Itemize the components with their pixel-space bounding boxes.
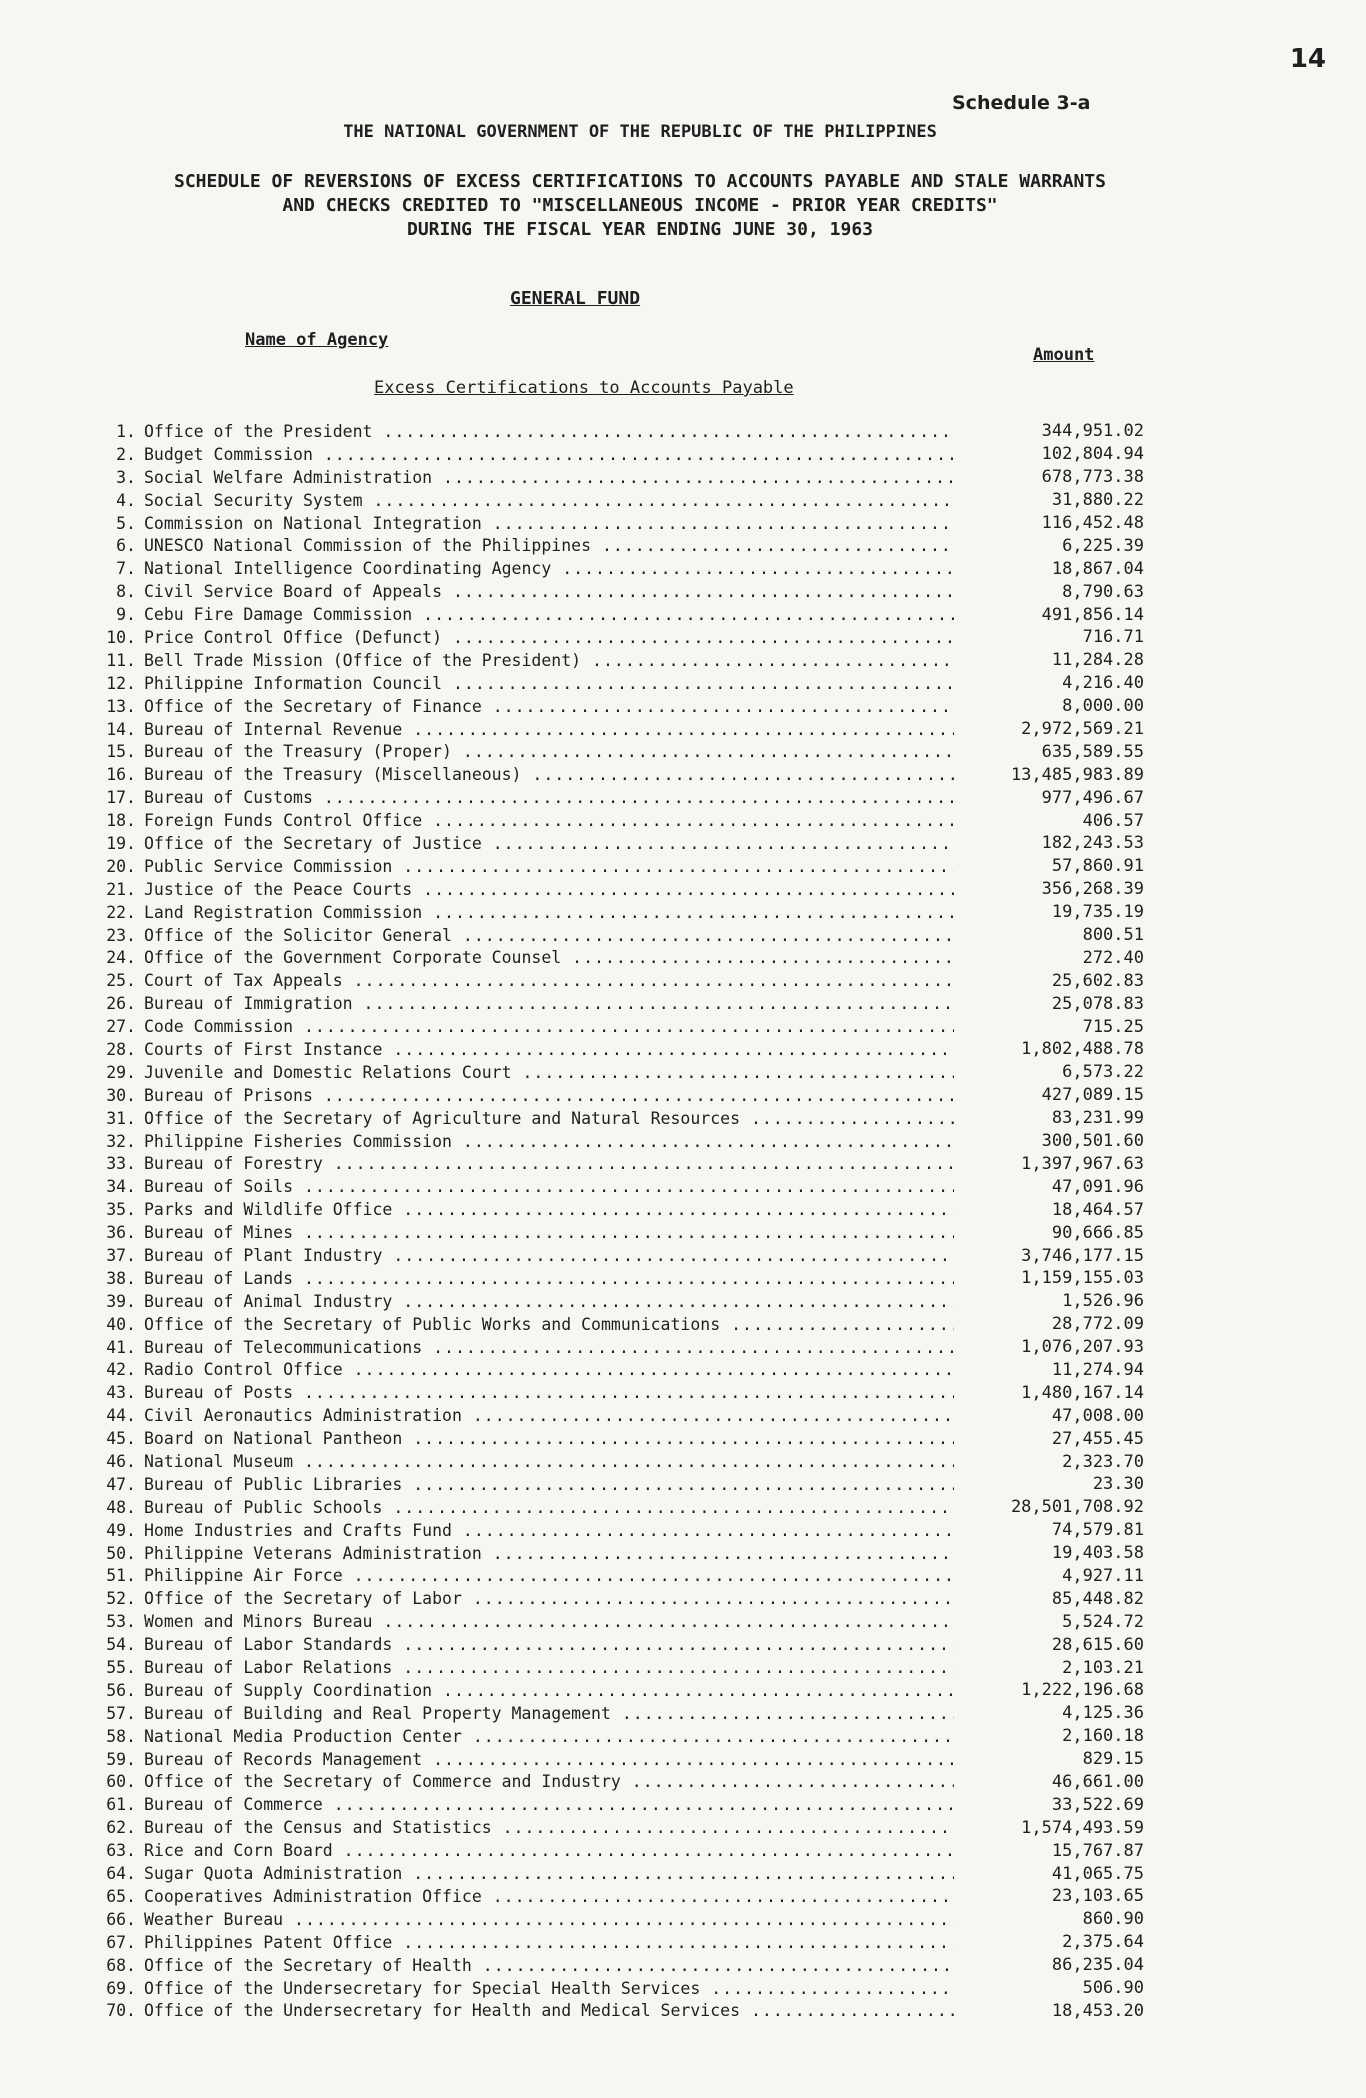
agency-name: National Intelligence Coordinating Agency ..... bbox=[144, 559, 954, 578]
row-number: 23. bbox=[106, 925, 136, 945]
agency-name: Office of the Secretary of Finance ..... bbox=[144, 697, 954, 716]
row-number: 45. bbox=[106, 1429, 136, 1449]
amount-value: 182,243.53 bbox=[1041, 833, 1144, 854]
agency-name: Bureau of Mines ..... bbox=[144, 1223, 954, 1242]
row-number: 52. bbox=[106, 1589, 136, 1609]
amount-value: 28,772.09 bbox=[1051, 1314, 1144, 1335]
table-row bbox=[74, 489, 1144, 512]
agency-name: Bureau of Labor Relations ..... bbox=[144, 1658, 954, 1677]
row-number: 39. bbox=[106, 1291, 136, 1311]
table-row bbox=[74, 534, 1144, 557]
row-number: 40. bbox=[106, 1314, 136, 1334]
amount-value: 15,767.87 bbox=[1051, 1840, 1144, 1861]
row-number: 48. bbox=[106, 1497, 136, 1517]
row-number: 32. bbox=[106, 1131, 136, 1151]
amount-value: 1,222,196.68 bbox=[1021, 1680, 1144, 1701]
row-number: 29. bbox=[106, 1062, 136, 1082]
agency-name: Sugar Quota Administration ..... bbox=[144, 1864, 954, 1883]
table-row bbox=[74, 1084, 1144, 1107]
row-number: 4. bbox=[116, 490, 136, 510]
row-number: 15. bbox=[106, 742, 136, 762]
table-row bbox=[74, 1999, 1144, 2022]
page-number: 14 bbox=[1289, 44, 1326, 74]
amount-value: 86,235.04 bbox=[1051, 1955, 1144, 1976]
agency-name: Bureau of Building and Real Property Management ..... bbox=[144, 1704, 954, 1723]
table-row bbox=[74, 1359, 1144, 1382]
agency-name: Women and Minors Bureau ..... bbox=[144, 1612, 954, 1631]
row-number: 2. bbox=[116, 444, 136, 464]
row-number: 14. bbox=[106, 719, 136, 739]
amount-value: 1,480,167.14 bbox=[1021, 1382, 1144, 1403]
section-heading: Excess Certifications to Accounts Payable bbox=[374, 378, 794, 398]
table-row bbox=[74, 1885, 1144, 1908]
amount-value: 11,274.94 bbox=[1051, 1359, 1144, 1380]
table-row bbox=[74, 1038, 1144, 1061]
table-row bbox=[74, 1015, 1144, 1038]
amount-value: 47,091.96 bbox=[1051, 1176, 1144, 1197]
amount-value: 6,225.39 bbox=[1062, 535, 1144, 556]
fund-label: GENERAL FUND bbox=[510, 288, 641, 309]
table-row bbox=[74, 1336, 1144, 1359]
table-row bbox=[74, 1610, 1144, 1633]
agency-name: Rice and Corn Board ..... bbox=[144, 1841, 954, 1860]
row-number: 56. bbox=[106, 1680, 136, 1700]
row-number: 62. bbox=[106, 1818, 136, 1838]
table-row bbox=[74, 672, 1144, 695]
agency-name: Bureau of the Treasury (Proper) ..... bbox=[144, 742, 954, 761]
agency-name: Code Commission ..... bbox=[144, 1017, 954, 1036]
row-number: 66. bbox=[106, 1909, 136, 1929]
agency-name: Bureau of Immigration ..... bbox=[144, 994, 954, 1013]
agency-name: Bureau of Internal Revenue ..... bbox=[144, 720, 954, 739]
title-line-2: SCHEDULE OF REVERSIONS OF EXCESS CERTIFICATIONS TO ACCOUNTS PAYABLE AND STALE WARRANTS bbox=[174, 171, 1106, 192]
table-row bbox=[74, 1519, 1144, 1542]
agency-name: Office of the Secretary of Agriculture and Natural Resources ..... bbox=[144, 1109, 954, 1128]
row-number: 38. bbox=[106, 1268, 136, 1288]
row-number: 6. bbox=[116, 536, 136, 556]
agency-name: Bureau of Labor Standards ..... bbox=[144, 1635, 954, 1654]
table-row bbox=[74, 1839, 1144, 1862]
row-number: 20. bbox=[106, 856, 136, 876]
agency-name: Office of the President ..... bbox=[144, 422, 954, 441]
table-row bbox=[74, 1427, 1144, 1450]
agency-name: Bureau of Soils ..... bbox=[144, 1177, 954, 1196]
amount-value: 1,574,493.59 bbox=[1021, 1817, 1144, 1838]
row-number: 1. bbox=[116, 421, 136, 441]
amount-value: 18,464.57 bbox=[1051, 1199, 1144, 1220]
table-row bbox=[74, 1542, 1144, 1565]
agency-name: Bureau of Posts ..... bbox=[144, 1383, 954, 1402]
row-number: 10. bbox=[106, 627, 136, 647]
amount-value: 977,496.67 bbox=[1041, 787, 1144, 808]
table-row bbox=[74, 1221, 1144, 1244]
row-number: 5. bbox=[116, 513, 136, 533]
row-number: 13. bbox=[106, 696, 136, 716]
row-number: 44. bbox=[106, 1406, 136, 1426]
amount-value: 47,008.00 bbox=[1051, 1405, 1144, 1426]
row-number: 70. bbox=[106, 2001, 136, 2021]
row-number: 42. bbox=[106, 1360, 136, 1380]
agency-name: Radio Control Office ..... bbox=[144, 1360, 954, 1379]
table-row bbox=[74, 924, 1144, 947]
agency-name: National Media Production Center ..... bbox=[144, 1727, 954, 1746]
amount-value: 715.25 bbox=[1082, 1016, 1144, 1037]
table-row bbox=[74, 466, 1144, 489]
table-row bbox=[74, 1153, 1144, 1176]
row-number: 34. bbox=[106, 1177, 136, 1197]
agency-name: Philippine Information Council ..... bbox=[144, 674, 954, 693]
agency-name: Bureau of the Census and Statistics ..... bbox=[144, 1818, 954, 1837]
amount-value: 3,746,177.15 bbox=[1021, 1245, 1144, 1266]
agency-name: Office of the Government Corporate Counsel ..... bbox=[144, 948, 954, 967]
table-row bbox=[74, 1313, 1144, 1336]
agency-name: Office of the Undersecretary for Health and Medical Services ..... bbox=[144, 2001, 954, 2020]
table-row bbox=[74, 1725, 1144, 1748]
amount-value: 406.57 bbox=[1082, 810, 1144, 831]
row-number: 49. bbox=[106, 1520, 136, 1540]
amount-value: 860.90 bbox=[1082, 1909, 1144, 1930]
amount-value: 11,284.28 bbox=[1051, 650, 1144, 671]
row-number: 35. bbox=[106, 1200, 136, 1220]
row-number: 64. bbox=[106, 1864, 136, 1884]
table-row bbox=[74, 1908, 1144, 1931]
agency-name: Civil Service Board of Appeals ..... bbox=[144, 582, 954, 601]
agency-name: Bureau of Commerce ..... bbox=[144, 1795, 954, 1814]
row-number: 36. bbox=[106, 1223, 136, 1243]
amount-value: 18,867.04 bbox=[1051, 558, 1144, 579]
amount-value: 2,103.21 bbox=[1062, 1657, 1144, 1678]
table-row bbox=[74, 1816, 1144, 1839]
row-number: 57. bbox=[106, 1703, 136, 1723]
amount-value: 716.71 bbox=[1082, 627, 1144, 648]
table-row bbox=[74, 1702, 1144, 1725]
agency-name: Home Industries and Crafts Fund ..... bbox=[144, 1521, 954, 1540]
row-number: 21. bbox=[106, 879, 136, 899]
row-number: 12. bbox=[106, 673, 136, 693]
amount-value: 1,076,207.93 bbox=[1021, 1337, 1144, 1358]
table-row bbox=[74, 443, 1144, 466]
row-number: 67. bbox=[106, 1932, 136, 1952]
agency-name: Office of the Secretary of Commerce and Industry ..... bbox=[144, 1772, 954, 1791]
amount-value: 2,160.18 bbox=[1062, 1726, 1144, 1747]
table-row bbox=[74, 557, 1144, 580]
agency-name: Bureau of Forestry ..... bbox=[144, 1154, 954, 1173]
table-row bbox=[74, 786, 1144, 809]
table-row bbox=[74, 512, 1144, 535]
row-number: 3. bbox=[116, 467, 136, 487]
table-row bbox=[74, 1267, 1144, 1290]
table-row bbox=[74, 1633, 1144, 1656]
row-number: 63. bbox=[106, 1841, 136, 1861]
amount-value: 2,972,569.21 bbox=[1021, 719, 1144, 740]
row-number: 61. bbox=[106, 1795, 136, 1815]
table-row bbox=[74, 649, 1144, 672]
amount-value: 23.30 bbox=[1092, 1474, 1144, 1495]
agency-name: Social Welfare Administration ..... bbox=[144, 468, 954, 487]
table-row bbox=[74, 1198, 1144, 1221]
table-row bbox=[74, 740, 1144, 763]
row-number: 41. bbox=[106, 1337, 136, 1357]
agency-name: Bureau of Records Management ..... bbox=[144, 1750, 954, 1769]
agency-name: National Museum ..... bbox=[144, 1452, 954, 1471]
table-row bbox=[74, 992, 1144, 1015]
table-row bbox=[74, 580, 1144, 603]
row-number: 19. bbox=[106, 833, 136, 853]
amount-value: 18,453.20 bbox=[1051, 2000, 1144, 2021]
table-row bbox=[74, 626, 1144, 649]
row-number: 47. bbox=[106, 1474, 136, 1494]
amount-value: 678,773.38 bbox=[1041, 467, 1144, 488]
table-row bbox=[74, 1107, 1144, 1130]
row-number: 59. bbox=[106, 1749, 136, 1769]
agency-name: Bureau of Plant Industry ..... bbox=[144, 1246, 954, 1265]
amount-value: 57,860.91 bbox=[1051, 856, 1144, 877]
amount-value: 427,089.15 bbox=[1041, 1085, 1144, 1106]
amount-value: 85,448.82 bbox=[1051, 1588, 1144, 1609]
row-number: 27. bbox=[106, 1017, 136, 1037]
agency-name: Justice of the Peace Courts ..... bbox=[144, 880, 954, 899]
agency-column-header: Name of Agency bbox=[245, 330, 389, 350]
agency-name: Office of the Secretary of Public Works and Communications ..... bbox=[144, 1315, 954, 1334]
amount-value: 356,268.39 bbox=[1041, 879, 1144, 900]
table-row bbox=[74, 1931, 1144, 1954]
row-number: 46. bbox=[106, 1452, 136, 1472]
table-row bbox=[74, 1977, 1144, 2000]
amount-value: 28,501,708.92 bbox=[1010, 1497, 1144, 1518]
amount-value: 800.51 bbox=[1082, 925, 1144, 946]
amount-value: 83,231.99 bbox=[1051, 1108, 1144, 1129]
amount-value: 1,397,967.63 bbox=[1021, 1153, 1144, 1174]
amount-value: 19,403.58 bbox=[1051, 1543, 1144, 1564]
table-row bbox=[74, 1862, 1144, 1885]
amount-value: 46,661.00 bbox=[1051, 1771, 1144, 1792]
row-number: 17. bbox=[106, 788, 136, 808]
amount-value: 25,602.83 bbox=[1051, 970, 1144, 991]
amount-value: 19,735.19 bbox=[1051, 902, 1144, 923]
amount-value: 2,323.70 bbox=[1062, 1451, 1144, 1472]
agency-name: Commission on National Integration ..... bbox=[144, 514, 954, 533]
amount-value: 102,804.94 bbox=[1041, 444, 1144, 465]
amount-value: 1,526.96 bbox=[1062, 1291, 1144, 1312]
title-line-4: DURING THE FISCAL YEAR ENDING JUNE 30, 1963 bbox=[407, 219, 873, 240]
amount-value: 272.40 bbox=[1082, 947, 1144, 968]
table-row bbox=[74, 1771, 1144, 1794]
agency-name: Bureau of the Treasury (Miscellaneous) ..... bbox=[144, 765, 954, 784]
row-number: 69. bbox=[106, 1978, 136, 1998]
agency-name: Weather Bureau ..... bbox=[144, 1910, 954, 1929]
agency-name: Philippine Air Force ..... bbox=[144, 1566, 954, 1585]
agency-name: Bureau of Prisons ..... bbox=[144, 1086, 954, 1105]
row-number: 31. bbox=[106, 1108, 136, 1128]
agency-name: Bell Trade Mission (Office of the President) ..... bbox=[144, 651, 954, 670]
table-row bbox=[74, 1061, 1144, 1084]
table-row bbox=[74, 1656, 1144, 1679]
agency-name: Philippines Patent Office ..... bbox=[144, 1933, 954, 1952]
row-number: 8. bbox=[116, 582, 136, 602]
agency-name: Bureau of Lands ..... bbox=[144, 1269, 954, 1288]
amount-value: 4,216.40 bbox=[1062, 673, 1144, 694]
row-number: 54. bbox=[106, 1635, 136, 1655]
amount-value: 829.15 bbox=[1082, 1749, 1144, 1770]
title-line-3: AND CHECKS CREDITED TO "MISCELLANEOUS INCOME - PRIOR YEAR CREDITS" bbox=[282, 195, 998, 216]
table-row bbox=[74, 1587, 1144, 1610]
amount-column-header: Amount bbox=[1033, 345, 1095, 365]
table-row bbox=[74, 1290, 1144, 1313]
table-row bbox=[74, 878, 1144, 901]
row-number: 28. bbox=[106, 1039, 136, 1059]
table-row bbox=[74, 832, 1144, 855]
agency-name: Bureau of Supply Coordination ..... bbox=[144, 1681, 954, 1700]
table-row bbox=[74, 718, 1144, 741]
agency-name: Philippine Veterans Administration ..... bbox=[144, 1544, 954, 1563]
row-number: 68. bbox=[106, 1955, 136, 1975]
table-row bbox=[74, 1793, 1144, 1816]
amount-value: 1,159,155.03 bbox=[1021, 1268, 1144, 1289]
amount-value: 13,485,983.89 bbox=[1010, 764, 1144, 785]
amount-value: 1,802,488.78 bbox=[1021, 1039, 1144, 1060]
amount-value: 8,000.00 bbox=[1062, 696, 1144, 717]
row-number: 53. bbox=[106, 1612, 136, 1632]
row-number: 25. bbox=[106, 971, 136, 991]
row-number: 30. bbox=[106, 1085, 136, 1105]
amount-value: 4,927.11 bbox=[1062, 1565, 1144, 1586]
amount-value: 116,452.48 bbox=[1041, 513, 1144, 533]
amount-value: 33,522.69 bbox=[1051, 1794, 1144, 1815]
amount-value: 23,103.65 bbox=[1051, 1886, 1144, 1907]
row-number: 16. bbox=[106, 765, 136, 785]
row-number: 60. bbox=[106, 1772, 136, 1792]
table-row bbox=[74, 1954, 1144, 1977]
table-row bbox=[74, 763, 1144, 786]
row-number: 9. bbox=[116, 605, 136, 625]
row-number: 51. bbox=[106, 1566, 136, 1586]
agency-name: Office of the Undersecretary for Special Health Services ..... bbox=[144, 1979, 954, 1998]
agency-name: Parks and Wildlife Office ..... bbox=[144, 1200, 954, 1219]
agency-name: Office of the Solicitor General ..... bbox=[144, 926, 954, 945]
table-row bbox=[74, 1404, 1144, 1427]
table-row bbox=[74, 855, 1144, 878]
amount-value: 31,880.22 bbox=[1051, 490, 1144, 511]
amount-value: 344,951.02 bbox=[1041, 421, 1144, 442]
table-row bbox=[74, 969, 1144, 992]
title-line-1: THE NATIONAL GOVERNMENT OF THE REPUBLIC OF THE PHILIPPINES bbox=[343, 122, 937, 142]
amount-value: 8,790.63 bbox=[1062, 581, 1144, 602]
amount-value: 28,615.60 bbox=[1051, 1634, 1144, 1655]
row-number: 11. bbox=[106, 650, 136, 670]
row-number: 58. bbox=[106, 1726, 136, 1746]
table-row bbox=[74, 695, 1144, 718]
agency-name: Courts of First Instance ..... bbox=[144, 1040, 954, 1059]
row-number: 65. bbox=[106, 1886, 136, 1906]
table-row bbox=[74, 1175, 1144, 1198]
amount-value: 506.90 bbox=[1082, 1978, 1144, 1998]
agency-name: Foreign Funds Control Office ..... bbox=[144, 811, 954, 830]
table-row bbox=[74, 1565, 1144, 1588]
schedule-label: Schedule 3-a bbox=[952, 92, 1091, 114]
amount-value: 90,666.85 bbox=[1051, 1222, 1144, 1243]
agency-name: Land Registration Commission ..... bbox=[144, 903, 954, 922]
table-row bbox=[74, 809, 1144, 832]
agency-table bbox=[74, 420, 1144, 2022]
row-number: 18. bbox=[106, 811, 136, 831]
table-row bbox=[74, 1244, 1144, 1267]
table-row bbox=[74, 1748, 1144, 1771]
row-number: 55. bbox=[106, 1658, 136, 1678]
agency-name: Office of the Secretary of Labor ..... bbox=[144, 1589, 954, 1608]
agency-name: Bureau of Telecommunications ..... bbox=[144, 1338, 954, 1357]
amount-value: 27,455.45 bbox=[1051, 1428, 1144, 1449]
amount-value: 74,579.81 bbox=[1051, 1520, 1144, 1541]
document-title bbox=[60, 120, 1220, 242]
row-number: 24. bbox=[106, 948, 136, 968]
agency-name: UNESCO National Commission of the Philippines ..... bbox=[144, 536, 954, 555]
amount-value: 6,573.22 bbox=[1062, 1062, 1144, 1083]
table-row bbox=[74, 946, 1144, 969]
table-row bbox=[74, 1496, 1144, 1519]
agency-name: Budget Commission ..... bbox=[144, 445, 954, 464]
amount-value: 4,125.36 bbox=[1062, 1703, 1144, 1724]
amount-value: 25,078.83 bbox=[1051, 993, 1144, 1014]
amount-value: 5,524.72 bbox=[1062, 1611, 1144, 1632]
agency-name: Bureau of Customs ..... bbox=[144, 788, 954, 807]
agency-name: Cebu Fire Damage Commission ..... bbox=[144, 605, 954, 624]
agency-name: Juvenile and Domestic Relations Court ..... bbox=[144, 1063, 954, 1082]
agency-name: Office of the Secretary of Health ..... bbox=[144, 1956, 954, 1975]
agency-name: Office of the Secretary of Justice ..... bbox=[144, 834, 954, 853]
table-row bbox=[74, 603, 1144, 626]
table-row bbox=[74, 1473, 1144, 1496]
table-row bbox=[74, 420, 1144, 443]
table-row bbox=[74, 1450, 1144, 1473]
agency-name: Price Control Office (Defunct) ..... bbox=[144, 628, 954, 647]
agency-name: Philippine Fisheries Commission ..... bbox=[144, 1132, 954, 1151]
amount-value: 41,065.75 bbox=[1051, 1863, 1144, 1884]
amount-value: 2,375.64 bbox=[1062, 1932, 1144, 1953]
agency-name: Cooperatives Administration Office ..... bbox=[144, 1887, 954, 1906]
row-number: 26. bbox=[106, 994, 136, 1014]
amount-value: 491,856.14 bbox=[1041, 604, 1144, 625]
agency-name: Public Service Commission ..... bbox=[144, 857, 954, 876]
agency-name: Social Security System ..... bbox=[144, 491, 954, 510]
row-number: 43. bbox=[106, 1383, 136, 1403]
amount-value: 635,589.55 bbox=[1041, 741, 1144, 762]
row-number: 22. bbox=[106, 902, 136, 922]
amount-value: 300,501.60 bbox=[1041, 1131, 1144, 1152]
agency-name: Bureau of Public Libraries ..... bbox=[144, 1475, 954, 1494]
agency-name: Civil Aeronautics Administration ..... bbox=[144, 1406, 954, 1425]
row-number: 37. bbox=[106, 1246, 136, 1265]
table-row bbox=[74, 901, 1144, 924]
row-number: 33. bbox=[106, 1154, 136, 1174]
table-row bbox=[74, 1381, 1144, 1404]
table-row bbox=[74, 1130, 1144, 1153]
agency-name: Bureau of Public Schools ..... bbox=[144, 1498, 954, 1517]
agency-name: Bureau of Animal Industry ..... bbox=[144, 1292, 954, 1311]
agency-name: Board on National Pantheon ..... bbox=[144, 1429, 954, 1448]
row-number: 50. bbox=[106, 1543, 136, 1563]
table-row bbox=[74, 1679, 1144, 1702]
agency-name: Court of Tax Appeals ..... bbox=[144, 971, 954, 990]
row-number: 7. bbox=[116, 559, 136, 579]
